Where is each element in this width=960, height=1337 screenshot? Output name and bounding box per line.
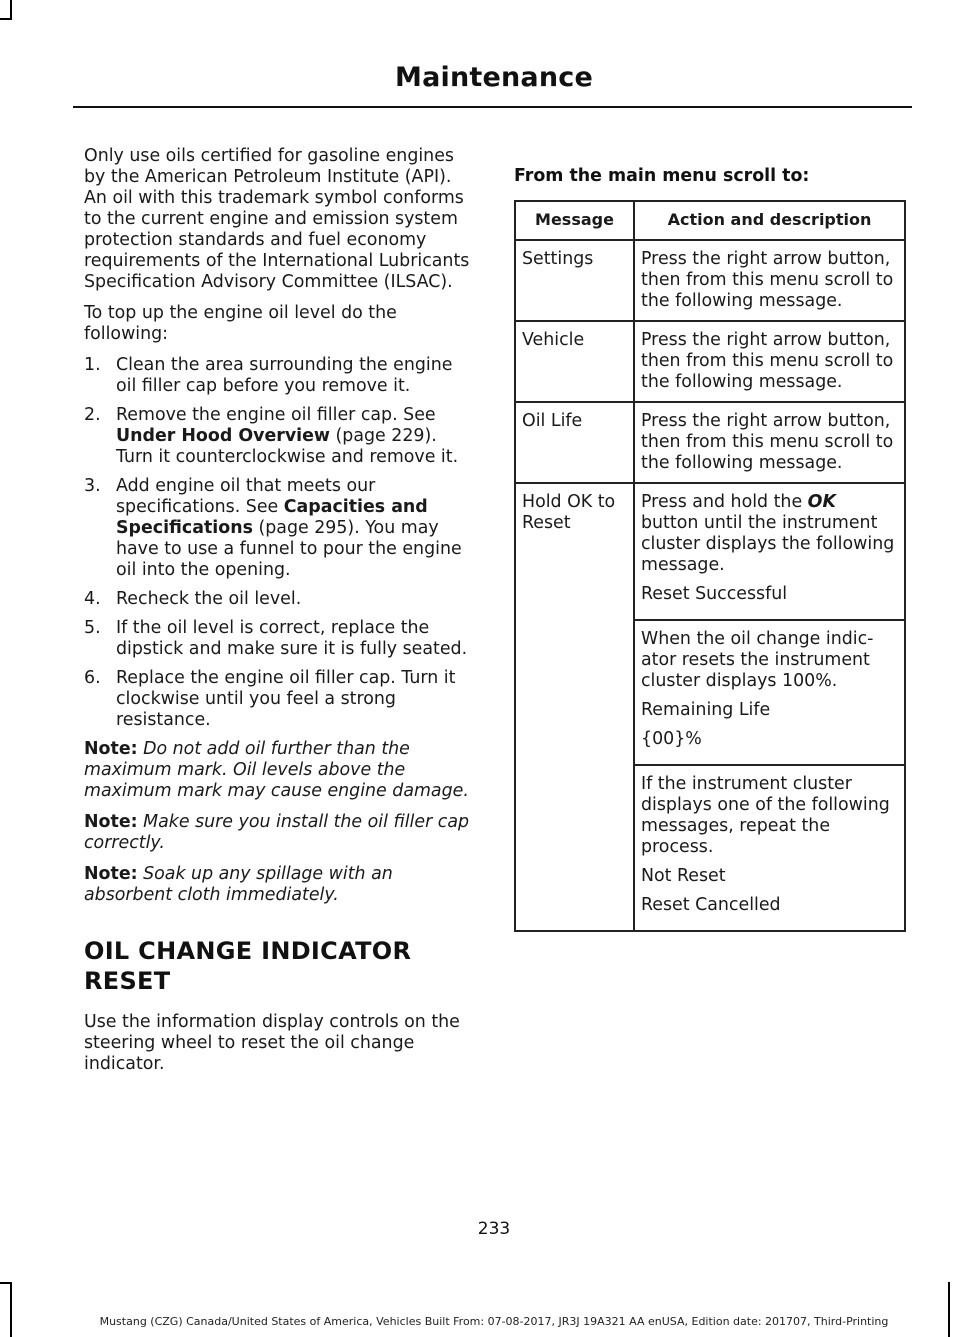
table-row [515,483,905,620]
step-item: 6. Replace the engine oil filler cap. Turn it clockwise until you feel a strong resistance. [84,668,456,730]
note: Note: Soak up any spillage with an absorbent cloth immediately. [84,864,393,905]
table-row [515,321,905,402]
cross-reference-link[interactable]: Under Hood Overview [116,426,330,446]
note: Note: Do not add oil further than the maximum mark. Oil levels above the maximum mark may cause engine damage. [84,739,469,801]
message-cell: Hold OK to Reset [515,483,634,931]
table-header-row [515,201,905,240]
api-paragraph: Only use oils certified for gasoline engines by the American Petroleum Institute (API). An oil with this trademark symbol conforms to the current engine and emission system protection standards and fuel economy requirements of the International Lubricants Specification Advisory Committee (ILSAC). [84,146,470,292]
action-cell [634,620,905,765]
action-cell: Press the right arrow button, then from this menu scroll to the following message. [634,321,905,402]
display-message: Reset Successful [641,584,788,604]
section-heading: OIL CHANGE INDICATOR RESET [84,937,412,995]
note: Note: Make sure you install the oil filler cap correctly. [84,812,470,853]
column-header-message: Message [515,201,634,240]
action-cell: Press the right arrow button, then from this menu scroll to the following message. [634,240,905,321]
step-item: 2. Remove the engine oil filler cap. See Under Hood Overview (page 229). Turn it counterclockwise and remove it. [84,405,459,467]
crop-mark-bottom [948,1282,950,1337]
step-item: 5. If the oil level is correct, replace the dipstick and make sure it is fully seated. [84,618,468,659]
display-message: {00}% [641,729,702,749]
action-text: Press and hold the OK button until the instrument cluster displays the following message. [641,492,895,575]
footer-text: Mustang (CZG) Canada/United States of America, Vehicles Built From: 07-08-2017, JR3J 19A321 AA enUSA, Edition date: 201707, Third-Printing [99,1315,889,1328]
step-item: 3. Add engine oil that meets our specifications. See Capacities and Specifications (page 295). You may have to use a funnel to pour the engine oil into the opening. [84,476,462,580]
table-row [515,240,905,321]
cross-reference-link[interactable]: Capacities and Specifications [116,497,428,538]
table-row [515,402,905,483]
display-message: Not Reset [641,866,726,886]
step-item: 1. Clean the area surrounding the engine oil filler cap before you remove it. [84,355,453,396]
right-column [514,166,906,932]
crop-mark-bottom [10,1282,12,1337]
step-item: 4. Recheck the oil level. [84,589,302,609]
action-text: When the oil change indic-ator resets the instrument cluster displays 100%. [641,629,874,691]
message-cell: Settings [515,240,634,321]
crop-mark-top [10,0,12,20]
crop-mark-bottom [0,1282,12,1284]
reset-intro-paragraph: Use the information display controls on the steering wheel to reset the oil change indicator. [84,1012,460,1074]
table-intro: From the main menu scroll to: [514,166,810,186]
page-number: 233 [477,1219,511,1239]
oil-reset-table [514,200,906,932]
display-message: Remaining Life [641,700,771,720]
action-cell: Press the right arrow button, then from this menu scroll to the following message. [634,402,905,483]
message-cell: Vehicle [515,321,634,402]
section-title: Maintenance [395,62,593,93]
crop-mark-top [0,18,12,20]
header-rule [73,106,912,108]
top-up-steps [84,355,478,731]
top-up-intro: To top up the engine oil level do the following: [84,303,397,344]
left-column [84,146,478,1085]
action-cell [634,483,905,620]
display-message: Reset Cancelled [641,895,781,915]
action-cell [634,765,905,931]
action-text: If the instrument cluster displays one of the following messages, repeat the process. [641,774,890,857]
column-header-action: Action and description [634,201,905,240]
message-cell: Oil Life [515,402,634,483]
